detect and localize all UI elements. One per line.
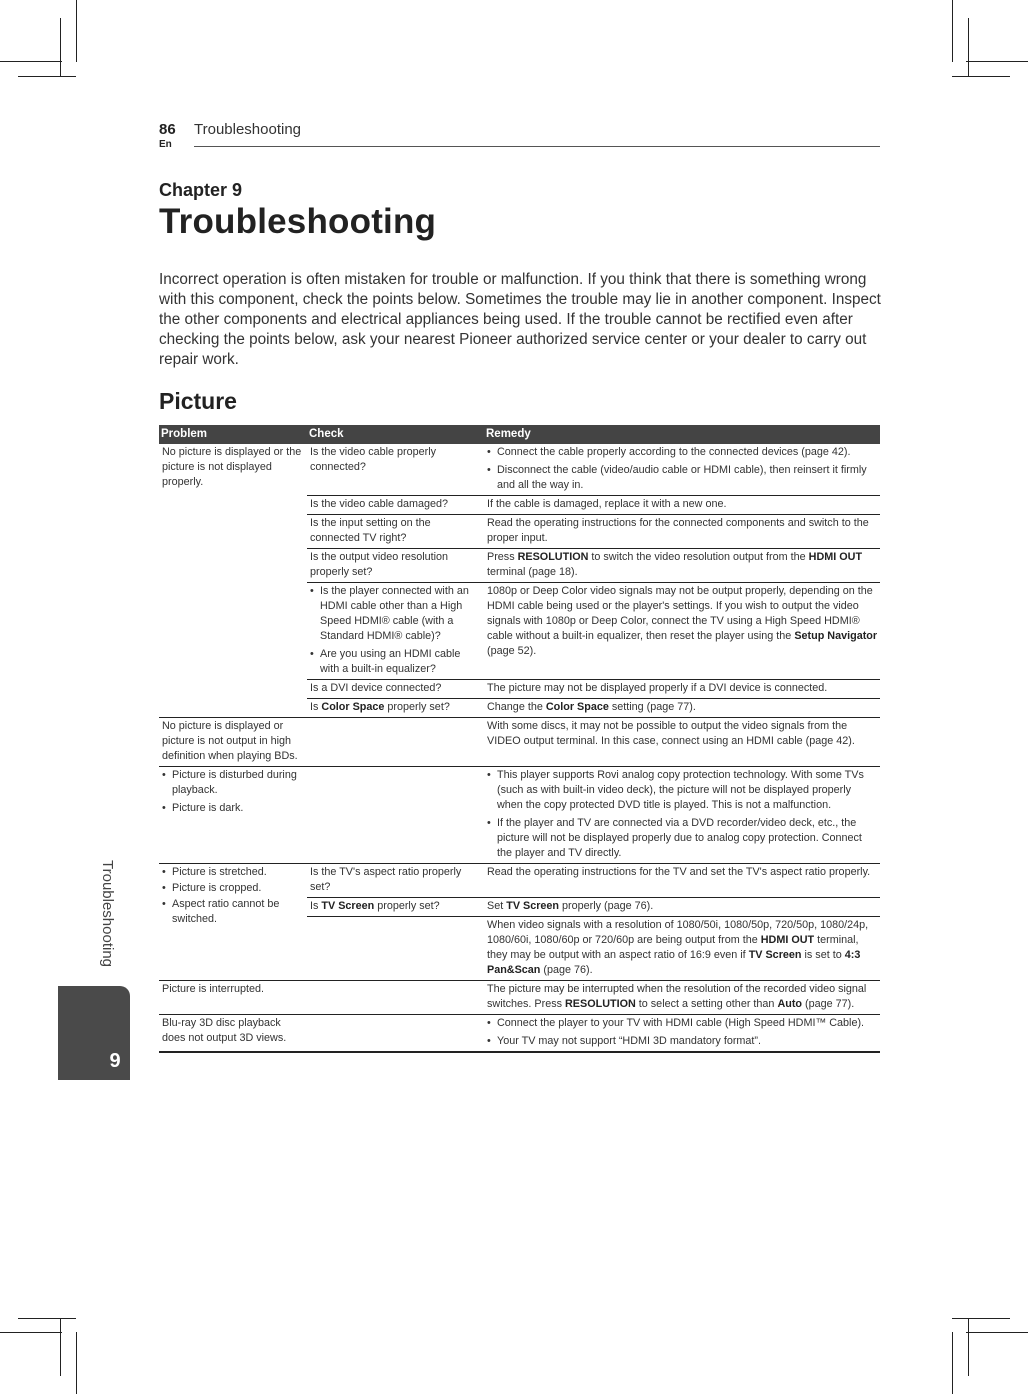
remedy-text: 1080p or Deep Color video signals may not be output properly, depending on the HDMI cable being used or the player's settings. If you wish to output the video signals with 1080p or Deep Color, connect the TV using a High Speed HDMI® cable without a built-in equalizer, then reset the player using the	[487, 585, 873, 642]
table-header-row	[159, 425, 880, 444]
remedy-cell	[484, 981, 880, 1015]
remedy-keyword: Auto	[777, 998, 803, 1010]
remedy-cell	[484, 1015, 880, 1053]
side-tab-text: Troubleshooting	[99, 860, 116, 968]
list-item: • Your TV may not support “HDMI 3D mandatory format”.	[497, 1034, 878, 1049]
side-tab-label	[98, 860, 118, 980]
check-keyword: Color Space	[321, 701, 385, 713]
remedy-cell	[484, 549, 880, 583]
remedy-keyword: HDMI OUT	[808, 551, 863, 563]
list-item: • Picture is dark.	[172, 801, 305, 816]
remedy-keyword: RESOLUTION	[517, 551, 589, 563]
remedy-text: properly (page 76).	[559, 900, 654, 912]
problem-cell	[159, 864, 307, 981]
table-row	[159, 718, 880, 767]
column-header-check: Check	[307, 425, 484, 444]
crop-mark	[952, 1332, 953, 1394]
list-item: • Disconnect the cable (video/audio cable or HDMI cable), then reinsert it firmly and all the way in.	[497, 463, 878, 493]
crop-mark	[966, 1332, 1028, 1333]
remedy-keyword: TV Screen	[748, 949, 802, 961]
check-keyword: TV Screen	[321, 900, 375, 912]
column-header-remedy: Remedy	[484, 425, 880, 444]
remedy-text: setting (page 77).	[608, 701, 696, 713]
troubleshooting-table	[159, 425, 880, 1053]
crop-mark	[952, 0, 953, 62]
remedy-cell: Read the operating instructions for the TV and set the TV's aspect ratio properly.	[484, 864, 880, 898]
page-language: En	[159, 139, 172, 150]
column-header-problem: Problem	[159, 425, 307, 444]
header-divider	[194, 146, 880, 147]
check-cell: Is the output video resolution properly set?	[307, 549, 484, 583]
side-tab-number: 9	[109, 1050, 121, 1072]
remedy-cell: With some discs, it may not be possible to output the video signals from the VIDEO output terminal. In this case, connect using an HDMI cable (page 42).	[484, 718, 880, 767]
remedy-text: terminal (page 18).	[487, 566, 578, 578]
remedy-cell	[484, 583, 880, 680]
problem-cell: No picture is displayed or picture is not output in high definition when playing BDs.	[159, 718, 307, 767]
chapter-label: Chapter 9	[159, 180, 243, 200]
problem-cell: Picture is interrupted.	[159, 981, 307, 1015]
remedy-keyword: TV Screen	[506, 900, 560, 912]
list-item: • Connect the player to your TV with HDMI cable (High Speed HDMI™ Cable).	[497, 1016, 878, 1031]
check-cell	[307, 699, 484, 718]
remedy-text: is set to	[801, 949, 845, 961]
remedy-keyword: 4:3 Pan&Scan	[487, 949, 861, 976]
crop-mark	[60, 1318, 61, 1376]
list-item: • Picture is stretched.	[172, 865, 305, 880]
remedy-text: to select a setting other than	[635, 998, 778, 1010]
remedy-text: Set	[487, 900, 507, 912]
section-title: Picture	[159, 388, 237, 414]
table-row	[159, 981, 880, 1015]
remedy-text: When video signals with a resolution of 1080/50i, 1080/50p, 720/50p, 1080/24p, 1080/60i, 1080/60p or 720/60p are being output from the	[487, 919, 869, 946]
check-cell	[307, 583, 484, 680]
problem-cell	[159, 767, 307, 864]
check-cell	[307, 767, 484, 864]
crop-mark	[952, 1318, 1010, 1319]
crop-mark	[76, 0, 77, 62]
crop-mark	[968, 18, 969, 76]
intro-paragraph: Incorrect operation is often mistaken for trouble or malfunction. If you think that there is something wrong with this component, check the points below. Sometimes the trouble may lie in another component. Inspect the other components and electrical appliances being used. If the trouble cannot be rectified even after checking the points below, ask your nearest Pioneer authorized service center or your dealer to carry out repair work.	[159, 271, 881, 368]
remedy-text: Press	[487, 551, 518, 563]
problem-cell: No picture is displayed or the picture is not displayed properly.	[162, 446, 302, 488]
table-row	[159, 864, 880, 898]
remedy-cell	[484, 898, 880, 917]
check-cell	[307, 917, 484, 981]
remedy-cell	[484, 699, 880, 718]
list-item: • Aspect ratio cannot be switched.	[172, 897, 305, 927]
list-item: • This player supports Rovi analog copy protection technology. With some TVs (such as with built-in video deck), the picture will not be displayed properly when the copy protected DVD title is played. This is not a malfunction.	[497, 768, 878, 813]
remedy-keyword: Setup Navigator	[794, 630, 878, 642]
check-cell: Is the input setting on the connected TV right?	[307, 515, 484, 549]
check-cell	[307, 981, 484, 1015]
remedy-text: terminal, they may be output with an aspect ratio of 16:9 even if	[487, 934, 859, 961]
check-cell	[307, 718, 484, 767]
running-title: Troubleshooting	[194, 121, 302, 138]
check-cell: Is the video cable properly connected?	[310, 446, 437, 473]
remedy-cell	[484, 917, 880, 981]
check-cell	[307, 898, 484, 917]
remedy-keyword: Color Space	[545, 701, 609, 713]
remedy-keyword: HDMI OUT	[760, 934, 815, 946]
crop-mark	[952, 76, 1010, 77]
list-item: • Picture is disturbed during playback.	[172, 768, 305, 798]
table-row	[159, 444, 880, 496]
crop-mark	[968, 1318, 969, 1376]
crop-mark	[76, 1332, 77, 1394]
check-text: Is	[310, 900, 322, 912]
page-title: Troubleshooting	[159, 202, 437, 241]
crop-mark	[0, 61, 62, 62]
crop-mark	[0, 1332, 62, 1333]
remedy-text: to switch the video resolution output from the	[588, 551, 809, 563]
check-cell	[307, 1015, 484, 1053]
remedy-cell	[484, 444, 880, 496]
list-item: • If the player and TV are connected via a DVD recorder/video deck, etc., the picture will not be displayed properly due to analog copy protection. Connect the player and TV directly.	[497, 816, 878, 861]
page-number: 86	[159, 121, 176, 138]
remedy-cell: The picture may not be displayed properly if a DVI device is connected.	[484, 680, 880, 699]
crop-mark	[18, 76, 76, 77]
check-cell: Is the video cable damaged?	[307, 496, 484, 515]
remedy-text: (page 77).	[802, 998, 855, 1010]
remedy-text: Change the	[487, 701, 546, 713]
table-row	[159, 1015, 880, 1053]
list-item: • Is the player connected with an HDMI cable other than a High Speed HDMI® cable (with a Standard HDMI® cable)?	[320, 584, 482, 644]
check-text: properly set?	[384, 701, 450, 713]
remedy-keyword: RESOLUTION	[565, 998, 636, 1010]
crop-mark	[60, 18, 61, 76]
list-item: • Connect the cable properly according to the connected devices (page 42).	[497, 445, 878, 460]
list-item: • Are you using an HDMI cable with a built-in equalizer?	[320, 647, 482, 677]
remedy-cell: If the cable is damaged, replace it with a new one.	[484, 496, 880, 515]
table-row	[159, 767, 880, 864]
list-item: • Picture is cropped.	[172, 881, 305, 896]
problem-cell: Blu-ray 3D disc playback does not output 3D views.	[159, 1015, 307, 1053]
crop-mark	[18, 1318, 76, 1319]
remedy-text: (page 52).	[487, 645, 537, 657]
check-cell: Is the TV's aspect ratio properly set?	[307, 864, 484, 898]
check-cell: Is a DVI device connected?	[307, 680, 484, 699]
check-text: Is	[310, 701, 322, 713]
remedy-cell: Read the operating instructions for the connected components and switch to the proper input.	[484, 515, 880, 549]
crop-mark	[966, 61, 1028, 62]
remedy-text: (page 76).	[540, 964, 593, 976]
check-text: properly set?	[374, 900, 440, 912]
remedy-cell	[484, 767, 880, 864]
remedy-text: The picture may be interrupted when the resolution of the recorded video signal switches. Press	[487, 983, 867, 1010]
